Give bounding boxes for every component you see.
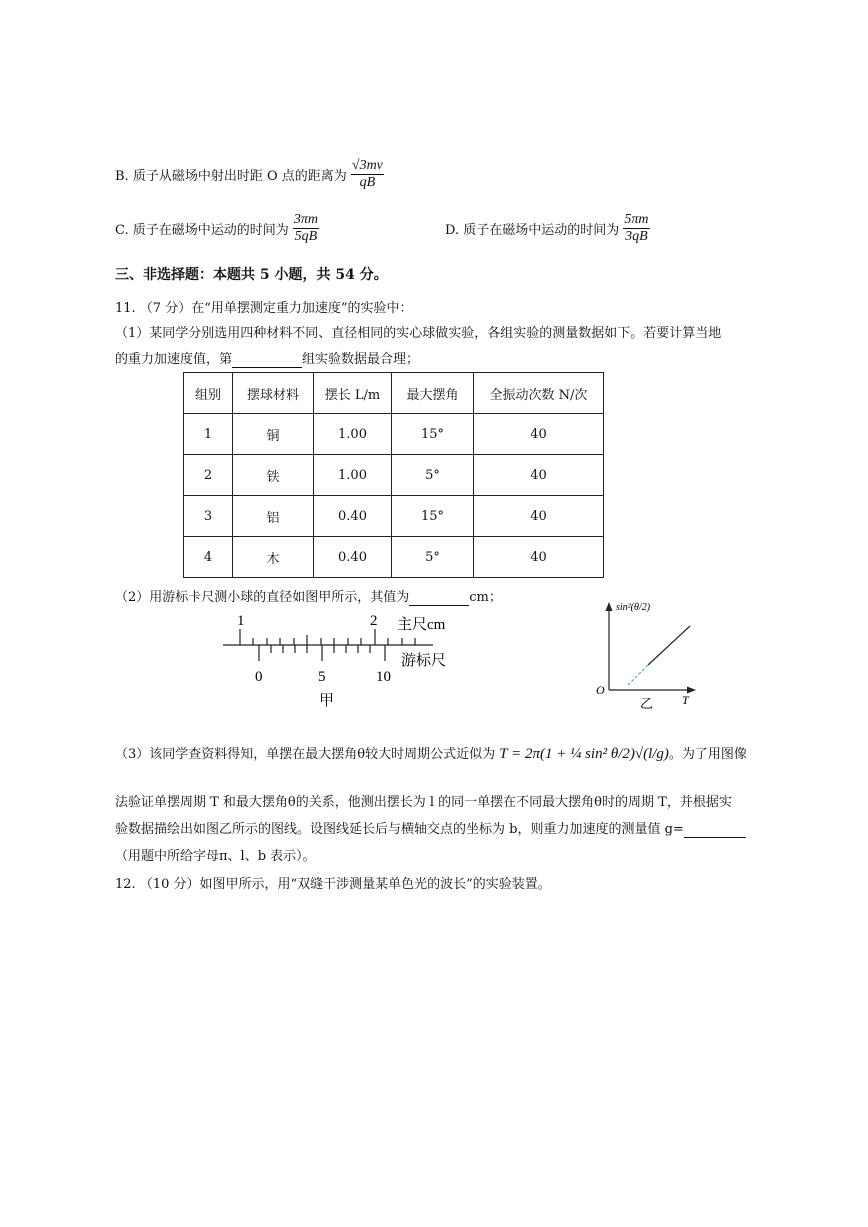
table-cell: 铁 xyxy=(233,455,314,496)
option-b-denominator: qB xyxy=(359,175,376,190)
table-cell: 3 xyxy=(184,496,233,537)
option-b-text: B. 质子从磁场中射出时距 O 点的距离为 xyxy=(115,169,347,184)
table-cell: 木 xyxy=(233,537,314,578)
table-header: 全振动次数 N/次 xyxy=(474,373,604,414)
data-table xyxy=(183,372,604,578)
table-header: 组别 xyxy=(184,373,233,414)
option-c-denominator: 5qB xyxy=(294,229,318,244)
period-formula: T = 2π(1 + ¼ sin² θ/2)√(l/g) xyxy=(499,746,669,762)
table-cell: 0.40 xyxy=(314,537,392,578)
q11-part1-line1: （1）某同学分别选用四种材料不同、直径相同的实心球做实验，各组实验的测量数据如下。若要计算当地 xyxy=(115,326,722,341)
q11-part2 xyxy=(115,586,502,606)
q11-part1-text-b: 组实验数据最合理； xyxy=(302,352,420,367)
graph-figure xyxy=(592,590,707,715)
table-row xyxy=(184,496,604,537)
table-row xyxy=(184,414,604,455)
vernier-label-0: 0 xyxy=(255,669,263,685)
q11-part3-line3-text: 验数据描绘出如图乙所示的图线。设图线延长后与横轴交点的坐标为 b，则重力加速度的测量值 g= xyxy=(115,822,684,837)
vernier-label-5: 5 xyxy=(318,669,326,685)
q11-part1-line2 xyxy=(115,348,419,368)
origin-label: O xyxy=(596,683,605,697)
answer-blank-group[interactable] xyxy=(232,352,302,368)
table-cell: 15° xyxy=(392,414,474,455)
option-d-denominator: 3qB xyxy=(625,229,648,244)
table-cell: 2 xyxy=(184,455,233,496)
table-cell: 5° xyxy=(392,455,474,496)
q11-part3-line3 xyxy=(115,818,746,838)
table-cell: 1.00 xyxy=(314,414,392,455)
option-d-text: D. 质子在磁场中运动的时间为 xyxy=(445,223,620,238)
table-cell: 1 xyxy=(184,414,233,455)
table-cell: 1.00 xyxy=(314,455,392,496)
option-d xyxy=(445,212,650,245)
option-c-fraction xyxy=(293,212,319,245)
main-scale-name: 主尺cm xyxy=(397,617,446,633)
table-header: 摆长 L/m xyxy=(314,373,392,414)
table-cell: 铜 xyxy=(233,414,314,455)
option-b-numerator: √3mv xyxy=(351,158,383,173)
table-row xyxy=(184,455,604,496)
q11-part3-line2: 法验证单摆周期 T 和最大摆角θ的关系，他测出摆长为 l 的同一单摆在不同最大摆角θ时的周期 T，并根据实 xyxy=(115,795,732,810)
table-cell: 4 xyxy=(184,537,233,578)
y-axis-label: sin²(θ/2) xyxy=(616,602,651,613)
caliper-figure xyxy=(215,605,455,715)
section-heading: 三、非选择题：本题共 5 小题，共 54 分。 xyxy=(115,267,388,283)
option-c xyxy=(115,212,319,245)
vernier-label-10: 10 xyxy=(376,669,391,685)
answer-blank-g[interactable] xyxy=(684,822,746,838)
q12-title: 12. （10 分）如图甲所示，用“双缝干涉测量某单色光的波长”的实验装置。 xyxy=(115,877,551,892)
table-cell: 0.40 xyxy=(314,496,392,537)
table-row xyxy=(184,537,604,578)
table-header-row xyxy=(184,373,604,414)
table-cell: 15° xyxy=(392,496,474,537)
table-cell: 5° xyxy=(392,537,474,578)
vernier-scale-name: 游标尺 xyxy=(401,653,447,669)
option-c-numerator: 3πm xyxy=(293,212,319,227)
table-cell: 40 xyxy=(474,496,604,537)
option-b xyxy=(115,158,384,191)
option-c-text: C. 质子在磁场中运动的时间为 xyxy=(115,223,289,238)
x-axis-label: T xyxy=(682,693,689,707)
graph-line-extension xyxy=(628,665,648,685)
table-header: 摆球材料 xyxy=(233,373,314,414)
table-cell: 40 xyxy=(474,455,604,496)
q11-part1-text-a: 的重力加速度值，第 xyxy=(115,352,233,367)
q11-part3-line4: （用题中所给字母π、l、b 表示）。 xyxy=(115,849,316,864)
q11-part3-line1 xyxy=(115,743,747,763)
table-cell: 铝 xyxy=(233,496,314,537)
figure-caption-yi: 乙 xyxy=(640,696,654,711)
table-cell: 40 xyxy=(474,414,604,455)
graph-line xyxy=(648,626,690,665)
figure-caption-jia: 甲 xyxy=(319,693,335,709)
table-cell: 40 xyxy=(474,537,604,578)
q11-part3-text-end: 。为了用图像 xyxy=(668,747,747,762)
option-d-fraction xyxy=(623,212,649,245)
option-b-fraction xyxy=(351,158,384,191)
q11-title: 11. （7 分）在“用单摆测定重力加速度”的实验中： xyxy=(115,301,413,316)
q11-part3-text: （3）该同学查资料得知，单摆在最大摆角θ较大时周期公式近似为 xyxy=(115,747,496,762)
y-axis-arrow xyxy=(606,602,613,611)
answer-blank-diameter[interactable] xyxy=(409,590,469,606)
table-header: 最大摆角 xyxy=(392,373,474,414)
q11-part2-text-a: （2）用游标卡尺测小球的直径如图甲所示，其值为 xyxy=(115,590,410,605)
option-d-numerator: 5πm xyxy=(624,212,649,227)
q11-part2-text-b: cm； xyxy=(469,590,502,605)
main-scale-label-1: 1 xyxy=(237,613,245,629)
main-scale-label-2: 2 xyxy=(370,613,378,629)
